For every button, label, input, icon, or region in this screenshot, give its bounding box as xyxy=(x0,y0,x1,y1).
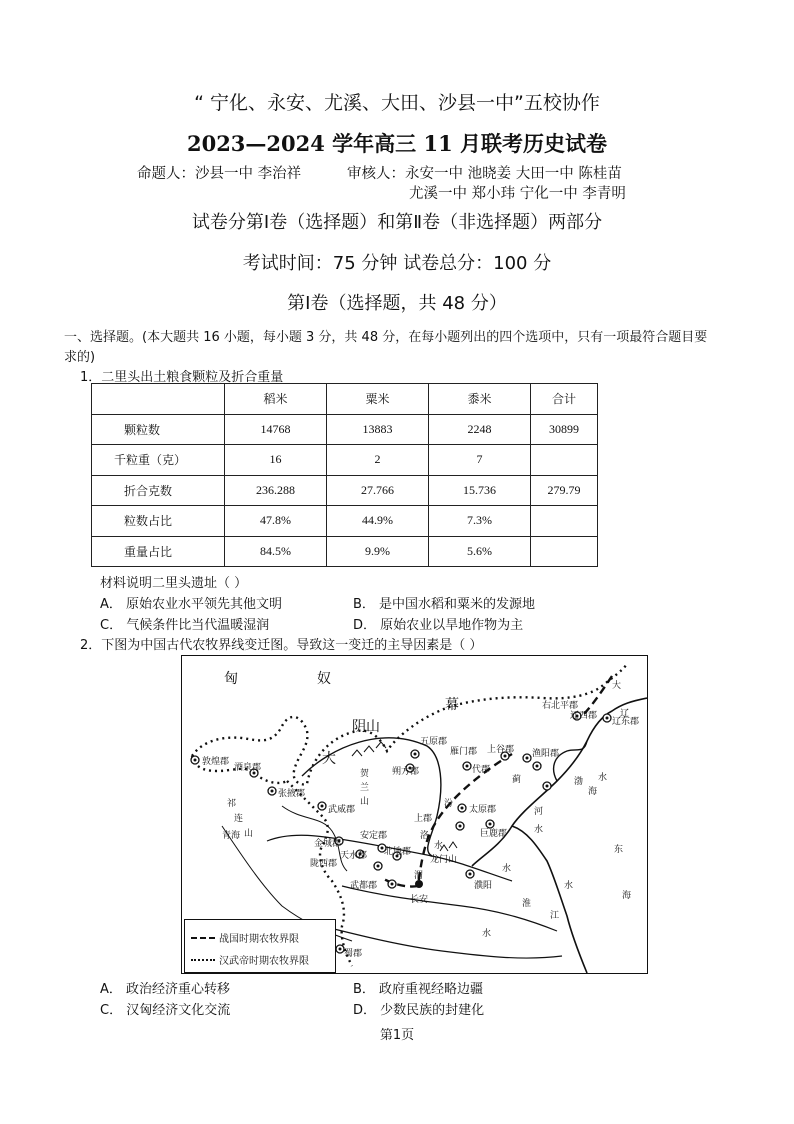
table-cell: 16 xyxy=(225,445,327,476)
q2-option-d[interactable]: D． 少数民族的封建化 xyxy=(353,1003,485,1018)
map-label-wei: 渭 xyxy=(414,871,424,881)
map-label-xiongnu-1: 匈 xyxy=(224,671,238,687)
map-label-shui-2: 水 xyxy=(502,864,512,874)
map-label-shui-5: 水 xyxy=(482,929,492,939)
map-label-shui-3: 水 xyxy=(564,881,574,891)
legend-item-handi xyxy=(191,952,309,967)
table-cell: 13883 xyxy=(327,414,429,445)
exam-title: 2023—2024 学年高三 11 月联考历史试卷 xyxy=(186,131,608,156)
page-number: 第1页 xyxy=(379,1028,415,1043)
map-label-puyang: 濮阳 xyxy=(474,881,493,891)
map-label-jincheng: 金城郡 xyxy=(314,839,342,849)
section-title: 第Ⅰ卷（选择题，共 48 分） xyxy=(287,293,507,314)
row-header: 重量占比 xyxy=(92,536,225,567)
instructions-line1: 一、选择题。(本大题共 16 小题，每小题 3 分，共 48 分，在每小题列出的四个选项中，只有一项最符合题目要 xyxy=(64,330,708,345)
map-label-liao-2: 辽 xyxy=(620,709,630,719)
table-cell: 5.6% xyxy=(429,536,531,567)
instructions-line2: 求的) xyxy=(64,350,96,365)
grain-table xyxy=(91,383,598,567)
table-cell: 2 xyxy=(327,445,429,476)
q1-option-a[interactable]: A． 原始农业水平领先其他文明 xyxy=(100,597,283,612)
table-header-cell: 黍米 xyxy=(429,384,531,415)
map-label-qilian-2: 连 xyxy=(234,814,244,824)
table-row xyxy=(92,506,598,537)
row-header: 颗粒数 xyxy=(92,414,225,445)
q2-option-b[interactable]: B． 政府重视经略边疆 xyxy=(353,982,484,997)
map-label-dai: 代郡 xyxy=(472,765,491,775)
map-label-helan-3: 山 xyxy=(360,797,370,807)
map-label-huai: 淮 xyxy=(522,899,532,909)
q1-stem: 1．二里头出土粮食颗粒及折合重量 xyxy=(80,370,284,385)
table-cell: 44.9% xyxy=(327,506,429,537)
map-label-julu: 巨鹿郡 xyxy=(480,829,508,839)
parts-note: 试卷分第Ⅰ卷（选择题）和第Ⅱ卷（非选择题）两部分 xyxy=(191,212,603,233)
map-label-bohai-1: 渤 xyxy=(574,777,584,787)
map-label-he: 河 xyxy=(534,807,544,817)
table-header-cell: 合计 xyxy=(531,384,598,415)
row-header: 千粒重（克） xyxy=(92,445,225,476)
legend-label: 汉武帝时期农牧界限 xyxy=(219,956,309,967)
row-header: 粒数占比 xyxy=(92,506,225,537)
exam-info: 考试时间：75 分钟 试卷总分：100 分 xyxy=(242,253,552,274)
q2-option-c[interactable]: C． 汉匈经济文化交流 xyxy=(100,1003,231,1018)
map-label-shui-6: 水 xyxy=(434,841,444,851)
map-label-east-sea-1: 东 xyxy=(614,845,624,855)
map-label-taiyuan: 太原郡 xyxy=(469,805,497,815)
table-header-cell: 稻米 xyxy=(225,384,327,415)
map-label-yinshan: 阴山 xyxy=(352,719,380,735)
map-label-xiongnu-2: 奴 xyxy=(317,671,331,687)
map-label-dunhuang: 敦煌郡 xyxy=(202,757,230,767)
dotted-line-icon xyxy=(191,959,215,961)
collab-header: “ 宁化、永安、尤溪、大田、沙县一中”五校协作 xyxy=(194,92,600,114)
map-label-qinghai: 青海 xyxy=(222,831,241,841)
table-row xyxy=(92,475,598,506)
map-label-beidi: 北地郡 xyxy=(384,847,412,857)
map-label-shui-1: 水 xyxy=(534,825,544,835)
table-cell: 84.5% xyxy=(225,536,327,567)
map-label-anding: 安定郡 xyxy=(360,831,388,841)
q1-question: 材料说明二里头遗址（ ） xyxy=(100,576,248,591)
table-cell: 2248 xyxy=(429,414,531,445)
map-label-mu: 幕 xyxy=(445,697,459,713)
q2-option-a[interactable]: A． 政治经济重心转移 xyxy=(100,982,231,997)
map-label-zhangye: 张掖郡 xyxy=(278,789,306,799)
map-label-helan-2: 兰 xyxy=(360,783,370,793)
map-label-yanmen: 雁门郡 xyxy=(450,747,478,757)
table-cell: 47.8% xyxy=(225,506,327,537)
map-label-da: 大 xyxy=(322,751,336,767)
table-cell: 7 xyxy=(429,445,531,476)
map-legend xyxy=(184,919,336,973)
map-label-yuyang: 渔阳郡 xyxy=(532,749,560,759)
proposer: 命题人：沙县一中 李治祥 xyxy=(137,166,302,182)
map-label-qilian-3: 山 xyxy=(244,829,254,839)
map-label-qilian-1: 祁 xyxy=(227,799,237,809)
table-cell: 7.3% xyxy=(429,506,531,537)
map-label-shanggu: 上谷郡 xyxy=(487,745,515,755)
table-header-cell: 粟米 xyxy=(327,384,429,415)
row-header: 折合克数 xyxy=(92,475,225,506)
map-label-longxi: 陇西郡 xyxy=(310,859,338,869)
q1-option-c[interactable]: C． 气候条件比当代温暖湿润 xyxy=(100,618,270,633)
table-cell xyxy=(531,506,598,537)
map-label-shangjun: 上郡 xyxy=(414,814,433,824)
map-label-liaodong: 辽东郡 xyxy=(612,717,640,727)
table-cell: 9.9% xyxy=(327,536,429,567)
map-label-fen: 汾 xyxy=(444,799,454,809)
map-label-liaoxi: 辽西郡 xyxy=(570,711,598,721)
table-cell xyxy=(531,445,598,476)
q1-option-d[interactable]: D． 原始农业以旱地作物为主 xyxy=(353,618,524,633)
reviewers: 审核人：永安一中 池晓姜 大田一中 陈桂苗 xyxy=(347,166,622,182)
map-label-wudu: 武都郡 xyxy=(350,881,378,891)
table-row xyxy=(92,445,598,476)
table-row xyxy=(92,536,598,567)
map-label-youbeiping: 右北平郡 xyxy=(542,701,579,711)
map-label-jiuquan: 酒泉郡 xyxy=(234,763,262,773)
table-cell: 15.736 xyxy=(429,475,531,506)
table-cell: 30899 xyxy=(531,414,598,445)
map-label-wuyuan: 五原郡 xyxy=(420,737,448,747)
map-label-changan: 长安 xyxy=(410,895,429,905)
table-cell xyxy=(531,536,598,567)
map-label-luo: 洛 xyxy=(420,831,430,841)
map-label-helan-1: 贺 xyxy=(360,769,370,779)
map-label-liao-1: 大 xyxy=(612,681,622,691)
map-label-jiang: 江 xyxy=(550,911,560,921)
q1-option-b[interactable]: B． 是中国水稻和粟米的发源地 xyxy=(353,597,536,612)
table-row xyxy=(92,414,598,445)
table-header-cell xyxy=(92,384,225,415)
map-label-shuofang: 朔方郡 xyxy=(392,767,420,777)
table-cell: 236.288 xyxy=(225,475,327,506)
map-label-shu: 蜀郡 xyxy=(344,949,363,959)
historical-map xyxy=(181,655,648,974)
table-cell: 27.766 xyxy=(327,475,429,506)
table-cell: 14768 xyxy=(225,414,327,445)
table-cell: 279.79 xyxy=(531,475,598,506)
map-label-longmen: 龙门山 xyxy=(430,855,458,865)
legend-label: 战国时期农牧界限 xyxy=(219,934,299,945)
reviewers-line2: 尤溪一中 郑小玮 宁化一中 李青明 xyxy=(409,186,626,202)
dashed-line-icon xyxy=(191,937,215,939)
q2-stem: 2．下图为中国古代农牧界线变迁图。导致这一变迁的主导因素是（ ） xyxy=(80,638,483,653)
table-header-row xyxy=(92,384,598,415)
legend-item-warring xyxy=(191,930,299,945)
map-label-shui-4: 水 xyxy=(598,773,608,783)
map-label-ji: 蓟 xyxy=(512,775,522,785)
map-label-wuwei: 武威郡 xyxy=(328,805,356,815)
map-label-bohai-2: 海 xyxy=(588,787,598,797)
map-label-tianshui: 天水郡 xyxy=(340,851,368,861)
map-label-east-sea-2: 海 xyxy=(622,891,632,901)
